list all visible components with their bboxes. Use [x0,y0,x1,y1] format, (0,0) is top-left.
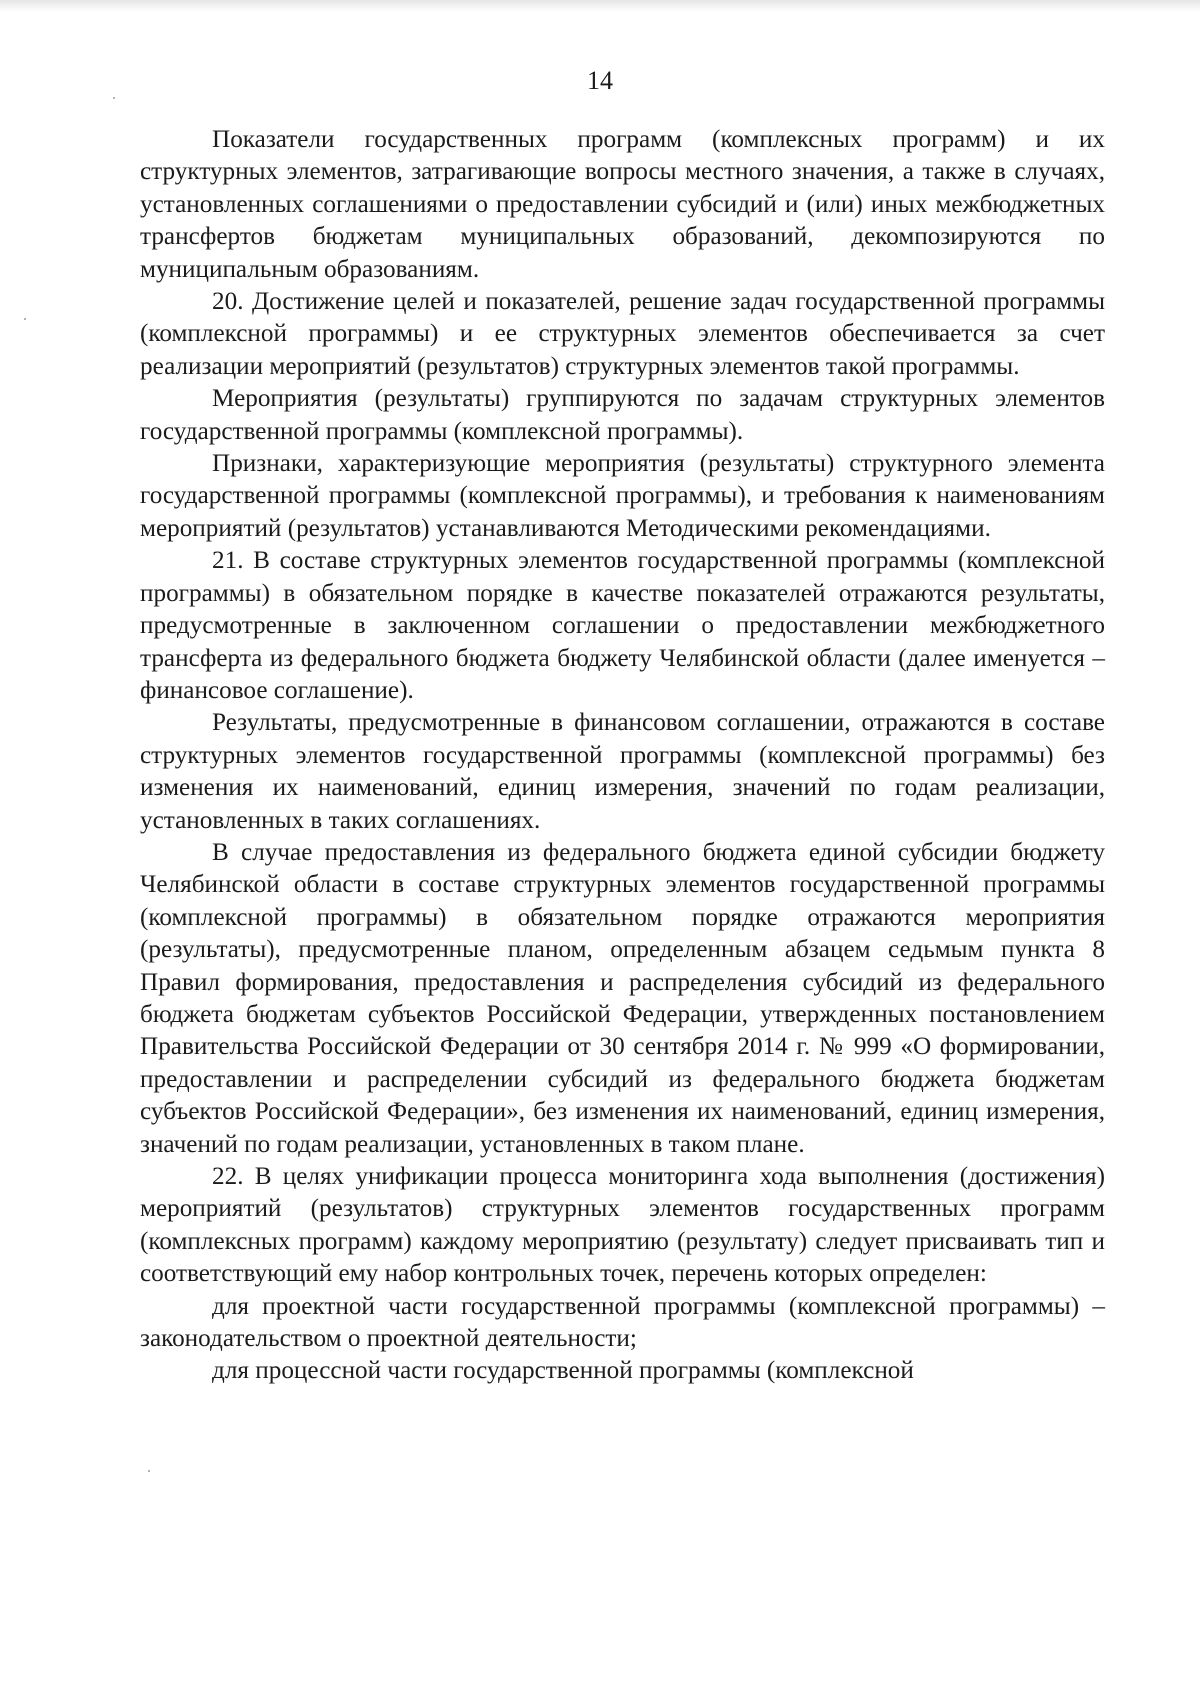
paragraph: 21. В составе структурных элементов государственной программы (комплексной программы) в обязательном порядке в качестве показателей отражаются результаты, предусмотренные в заключенном соглашении о предоставлении межбюджетного трансферта из федерального бюджета бюджету Челябинской области (далее именуется – финансовое соглашение). [140,547,1105,704]
paragraph: Мероприятия (результаты) группируются по задачам структурных элементов государственной программы (комплексной программы). [140,385,1105,445]
scan-speck [113,97,115,99]
scan-speck [24,318,26,320]
paragraph: 20. Достижение целей и показателей, решение задач государственной программы (комплексной программы) и ее структурных элементов обеспечивается за счет реализации мероприятий (результатов) структурных элементов такой программы. [140,288,1105,380]
scan-edge [0,0,1200,12]
paragraph: для проектной части государственной программы (комплексной программы) – законодательством о проектной деятельности; [140,1292,1105,1353]
document-text [140,124,1105,1388]
paragraph: Признаки, характеризующие мероприятия (результаты) структурного элемента государственной программы (комплексной программы), и требования к наименованиям мероприятий (результатов) устанавливаются Методическими рекомендациями. [140,450,1105,542]
paragraph: Показатели государственных программ (комплексных программ) и их структурных элементов, затрагивающие вопросы местного значения, а также в случаях, установленных соглашениями о предоставлении субсидий и (или) иных межбюджетных трансфертов бюджетам муниципальных образований, декомпозируются по муниципальным образованиям. [140,126,1105,283]
paragraph: В случае предоставления из федерального бюджета единой субсидии бюджету Челябинской области в составе структурных элементов государственной программы (комплексной программы) в обязательном порядке отражаются мероприятия (результаты), предусмотренные планом, определенным абзацем седьмым пункта 8 Правил формирования, предоставления и распределения субсидий из федерального бюджета бюджетам субъектов Российской Федерации, утвержденных постановлением Правительства Российской Федерации от 30 сентября 2014 г. № 999 «О формировании, предоставлении и распределении субсидий из федерального бюджета бюджетам субъектов Российской Федерации», без изменения их наименований, единиц измерения, значений по годам реализации, установленных в таком плане. [140,838,1105,1158]
paragraph: для процессной части государственной программы (комплексной [212,1357,914,1385]
paragraph: Результаты, предусмотренные в финансовом соглашении, отражаются в составе структурных элементов государственной программы (комплексной программы) без изменения их наименований, единиц измерения, значений по годам реализации, установленных в таких соглашениях. [140,709,1105,834]
page-number: 14 [587,66,613,95]
scan-speck [148,1470,150,1472]
paragraph: 22. В целях унификации процесса мониторинга хода выполнения (достижения) мероприятий (результатов) структурных элементов государственных программ (комплексных программ) каждому мероприятию (результату) следует присваивать тип и соответствующий ему набор контрольных точек, перечень которых определен: [140,1163,1105,1288]
